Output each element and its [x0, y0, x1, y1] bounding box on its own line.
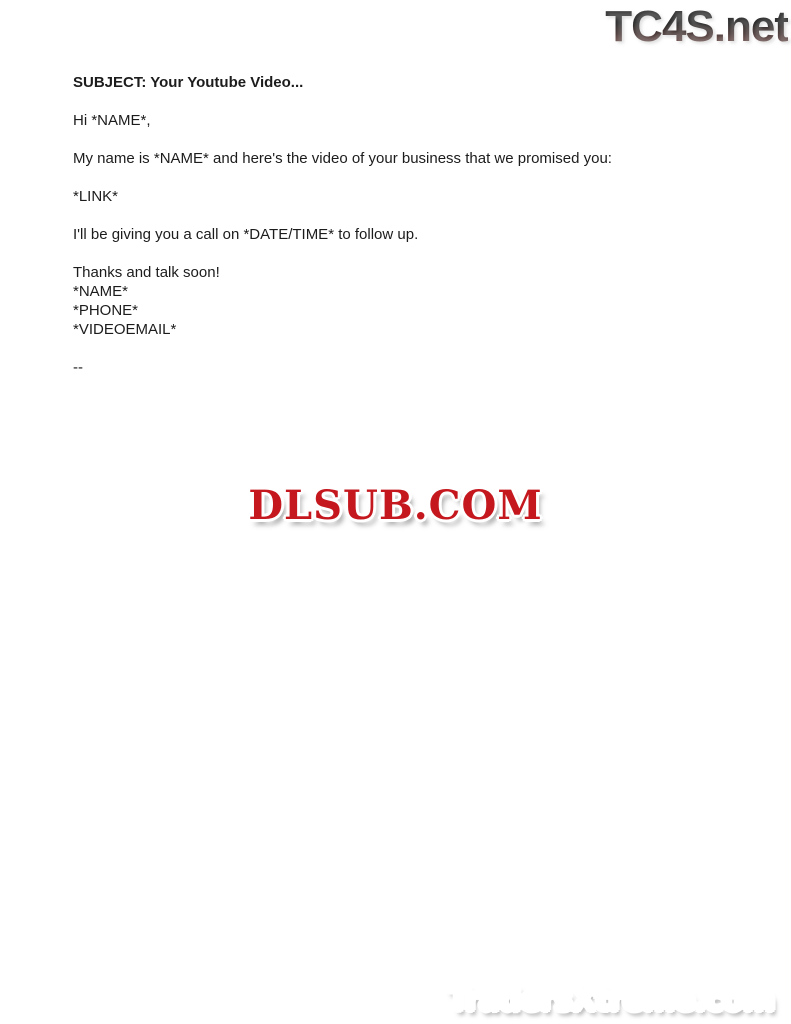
link-placeholder: *LINK* — [73, 188, 119, 205]
signature-phone: *PHONE* — [73, 302, 139, 319]
tc4s-logo: TC4S.net — [605, 2, 788, 51]
subject-line: SUBJECT: Your Youtube Video... — [73, 74, 304, 91]
intro-line: My name is *NAME* and here's the video of your business that we promised you: — [73, 150, 612, 167]
signoff-line: Thanks and talk soon! — [73, 264, 220, 281]
signature-separator: -- — [73, 359, 83, 376]
signature-block — [73, 263, 633, 339]
followup-line: I'll be giving you a call on *DATE/TIME* to follow up. — [73, 226, 419, 243]
tradersxtreme-watermark: TradersXtreme.com — [447, 981, 774, 1018]
signature-name: *NAME* — [73, 283, 129, 300]
dlsub-watermark: DLSUB.COM — [248, 482, 543, 529]
signature-videoemail: *VIDEOEMAIL* — [73, 321, 177, 338]
email-template-text — [73, 73, 633, 396]
greeting-line: Hi *NAME*, — [73, 112, 151, 129]
